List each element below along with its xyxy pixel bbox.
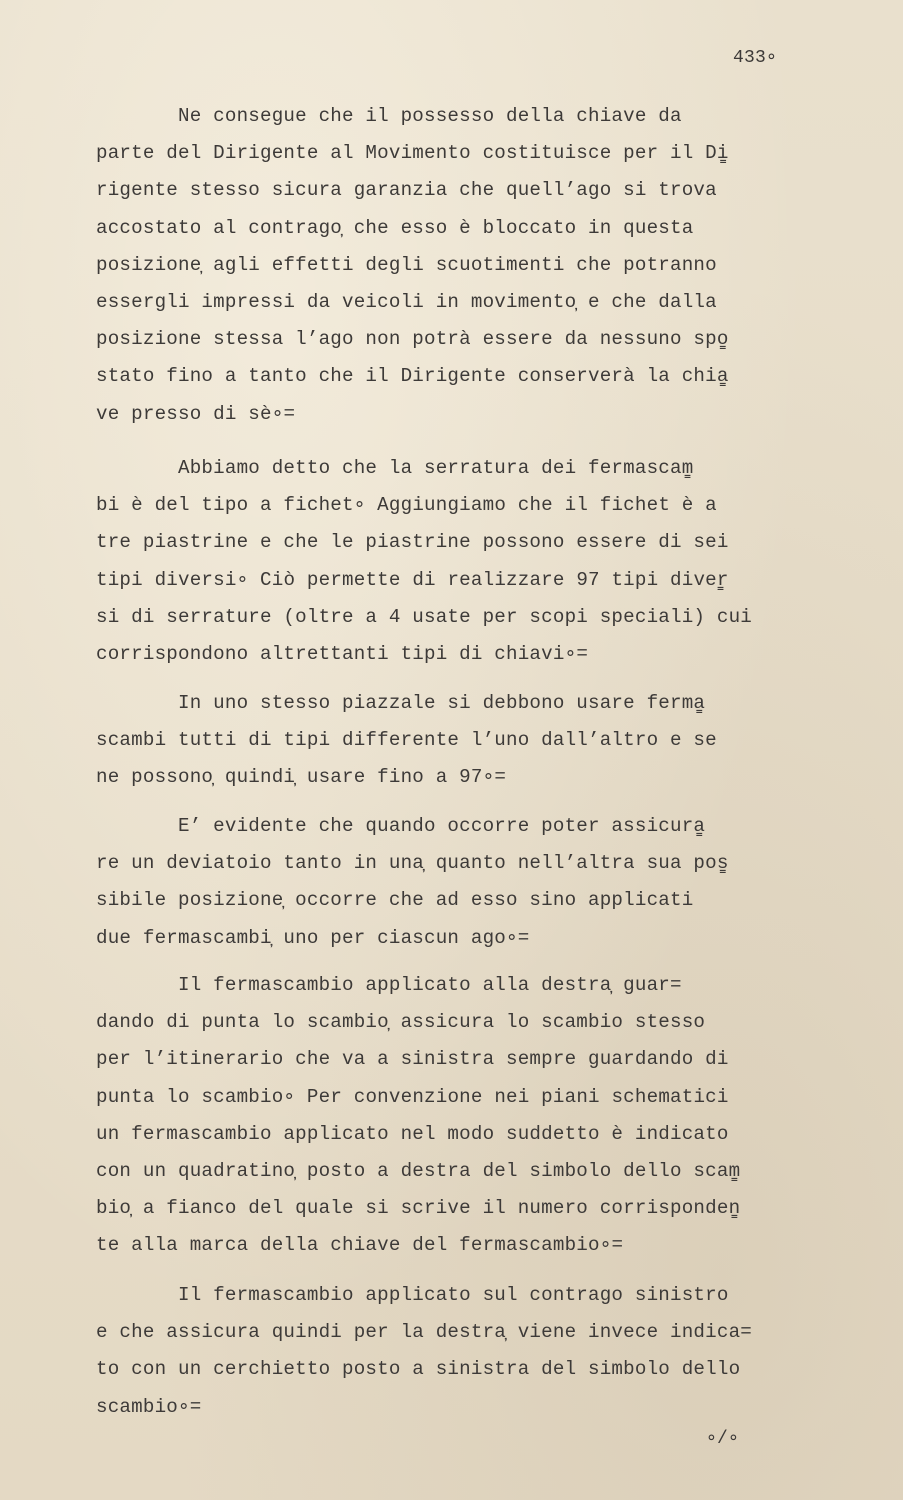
- paragraph-yard-usage: [96, 685, 856, 797]
- text-line: re un deviatoio tanto in una̦ quanto nell’altra sua pos̳: [96, 852, 729, 875]
- text-line: bio̦ a fianco del quale si scrive il numero corrisponden̳: [96, 1197, 741, 1220]
- text-line: ne possono̦ quindi̦ usare fino a 97∘=: [96, 766, 507, 789]
- text-line: ve presso di sè∘=: [96, 402, 296, 425]
- text-line: Il fermascambio applicato sul contrago sinistro: [96, 1284, 729, 1306]
- text-line: corrispondono altrettanti tipi di chiavi∘=: [96, 642, 589, 665]
- page-number: 433∘: [733, 48, 778, 68]
- text-line: to con un cerchietto posto a sinistra del simbolo dello: [96, 1358, 741, 1381]
- paragraph-two-locks: [96, 808, 856, 957]
- paragraph-right-lock: [96, 967, 856, 1265]
- text-line: posizione̦ agli effetti degli scuotimenti che potranno: [96, 253, 717, 276]
- text-line: dando di punta lo scambio̦ assicura lo scambio stesso: [96, 1011, 706, 1034]
- text-line: punta lo scambio∘ Per convenzione nei piani schematici: [96, 1085, 729, 1108]
- text-line: essergli impressi da veicoli in movimento̦ e che dalla: [96, 290, 717, 313]
- text-line: un fermascambio applicato nel modo suddetto è indicato: [96, 1122, 729, 1145]
- text-line: e che assicura quindi per la destra̦ viene invece indica=: [96, 1321, 753, 1344]
- text-line: tipi diversi∘ Ciò permette di realizzare 97 tipi diver̳: [96, 568, 729, 591]
- text-line: Abbiamo detto che la serratura dei fermascam̳: [96, 457, 694, 479]
- paragraph-left-lock: [96, 1277, 856, 1426]
- text-line: In uno stesso piazzale si debbono usare ferma̳: [96, 692, 706, 714]
- text-line: E’ evidente che quando occorre poter assicura̳: [96, 815, 706, 837]
- text-line: parte del Dirigente al Movimento costituisce per il Di̳: [96, 142, 729, 165]
- text-line: con un quadratino̦ posto a destra del simbolo dello scam̳: [96, 1159, 741, 1182]
- text-line: scambio∘=: [96, 1395, 202, 1418]
- text-line: posizione stessa l’ago non potrà essere da nessuno spo̳: [96, 328, 729, 351]
- text-line: si di serrature (oltre a 4 usate per scopi speciali) cui: [96, 605, 753, 628]
- text-line: sibile posizione̦ occorre che ad esso sino applicati: [96, 889, 694, 912]
- text-line: scambi tutti di tipi differente l’uno dall’altro e se: [96, 729, 717, 752]
- text-line: due fermascambi̦ uno per ciascun ago∘=: [96, 926, 530, 949]
- text-line: accostato al contrago̦ che esso è bloccato in questa: [96, 216, 694, 239]
- text-line: stato fino a tanto che il Dirigente conserverà la chia̳: [96, 365, 729, 388]
- paragraph-key-possession: [96, 98, 856, 433]
- text-line: Il fermascambio applicato alla destra̦ guar=: [96, 974, 682, 996]
- paragraph-lock-types: [96, 450, 856, 673]
- text-line: tre piastrine e che le piastrine possono essere di sei: [96, 531, 729, 554]
- text-line: per l’itinerario che va a sinistra sempre guardando di: [96, 1048, 729, 1071]
- text-line: rigente stesso sicura garanzia che quell’ago si trova: [96, 179, 717, 202]
- text-line: te alla marca della chiave del fermascambio∘=: [96, 1234, 624, 1257]
- continuation-mark: ∘/∘: [706, 1429, 740, 1449]
- text-line: Ne consegue che il possesso della chiave da: [96, 105, 682, 127]
- text-line: bi è del tipo a fichet∘ Aggiungiamo che il fichet è a: [96, 494, 717, 517]
